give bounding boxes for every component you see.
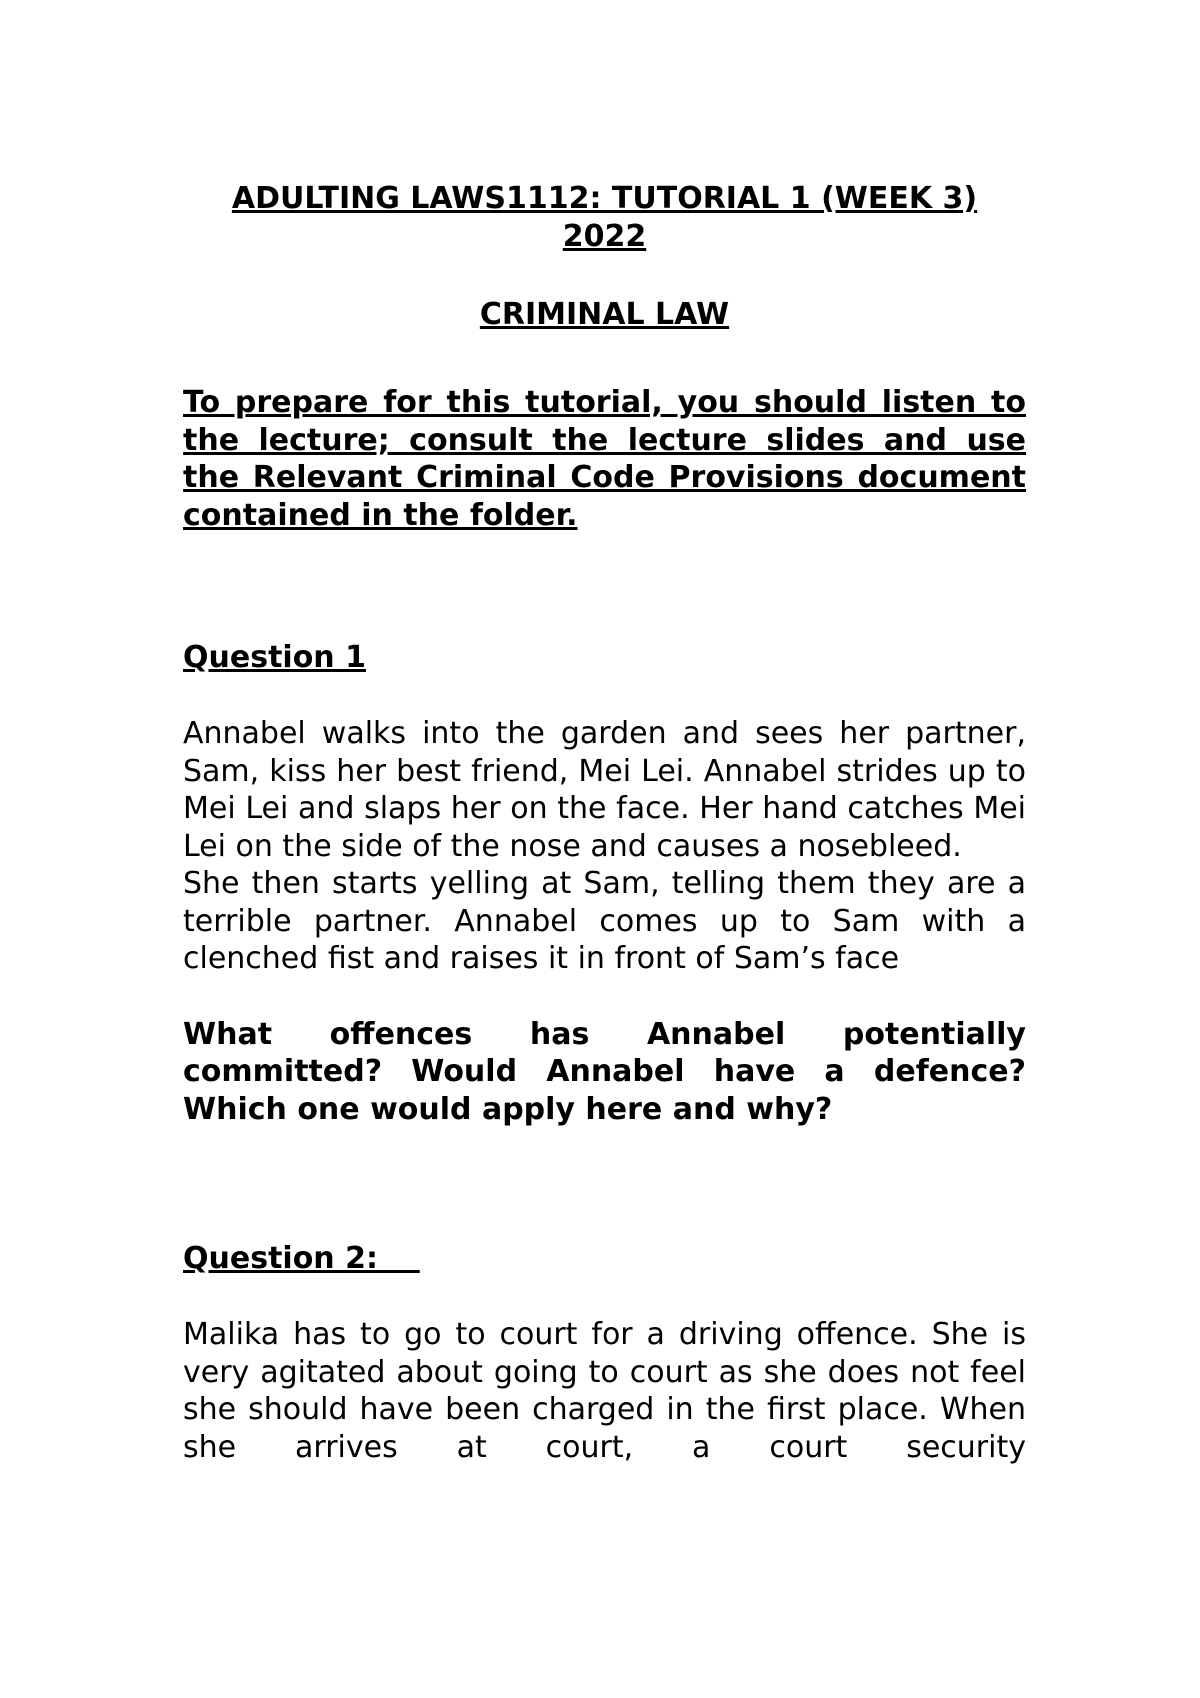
title-line-2: 2022	[562, 219, 647, 254]
question-1-scenario-paragraph-2: She then starts yelling at Sam, telling them they are a terrible partner. Annabel comes up to Sam with a clenched fist and raises it in front of Sam’s face	[183, 866, 1026, 976]
question-2-heading: Question 2:	[183, 1241, 420, 1276]
question-2-section	[183, 1240, 1026, 1466]
document-title	[183, 180, 1026, 256]
question-1-section	[183, 639, 1026, 1128]
document-subtitle: CRIMINAL LAW	[479, 297, 730, 332]
question-1-scenario-paragraph-1: Annabel walks into the garden and sees her partner, Sam, kiss her best friend, Mei Lei. Annabel strides up to Mei Lei and slaps her on the face. Her hand catches Mei Lei on the side of the nose and causes a nosebleed.	[183, 716, 1026, 864]
document-page	[183, 180, 1026, 1466]
question-1-prompt: What offences has Annabel potentially committed? Would Annabel have a defence? Which one would apply here and why?	[183, 1016, 1026, 1127]
preparation-instructions: To prepare for this tutorial, you should listen to the lecture; consult the lecture slides and use the Relevant Criminal Code Provisions document contained in the folder.	[183, 385, 1026, 533]
question-2-scenario-paragraph-1: Malika has to go to court for a driving offence. She is very agitated about going to court as she does not feel she should have been charged in the first place. When she arrives at court, a court security	[183, 1317, 1026, 1465]
question-1-heading: Question 1	[183, 640, 366, 675]
title-line-1: ADULTING LAWS1112: TUTORIAL 1 (WEEK 3)	[231, 181, 978, 216]
